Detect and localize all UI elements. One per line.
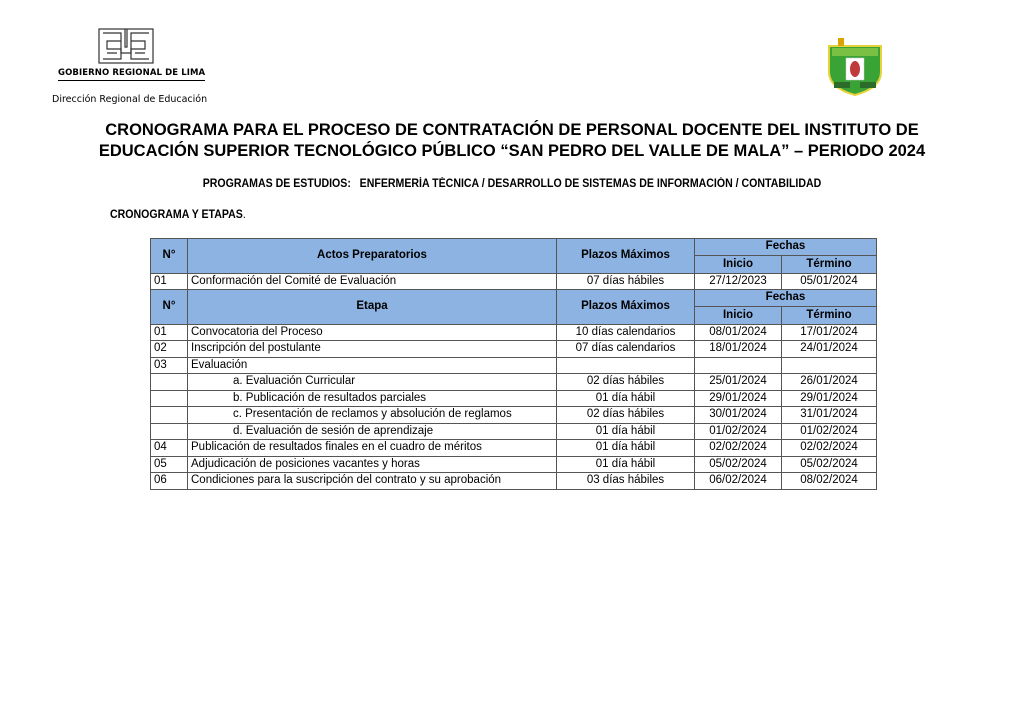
row-plazo <box>557 357 695 374</box>
col-termino: Término <box>782 255 877 273</box>
table-row <box>151 273 877 290</box>
table-row <box>151 374 877 391</box>
col-fechas: Fechas <box>695 290 877 307</box>
row-plazo: 10 días calendarios <box>557 324 695 341</box>
col-etapa: Etapa <box>188 290 557 325</box>
row-inicio: 25/01/2024 <box>695 374 782 391</box>
col-n: N° <box>151 290 188 325</box>
row-termino: 17/01/2024 <box>782 324 877 341</box>
row-stage: Convocatoria del Proceso <box>188 324 557 341</box>
row-inicio: 02/02/2024 <box>695 440 782 457</box>
row-stage: a. Evaluación Curricular <box>188 374 557 391</box>
row-inicio: 27/12/2023 <box>695 273 782 290</box>
table2-header-row <box>151 290 877 307</box>
table-row <box>151 456 877 473</box>
section-heading <box>110 209 246 221</box>
row-termino: 26/01/2024 <box>782 374 877 391</box>
row-plazo: 07 días calendarios <box>557 341 695 358</box>
col-n: N° <box>151 239 188 274</box>
row-stage: b. Publicación de resultados parciales <box>188 390 557 407</box>
row-inicio <box>695 357 782 374</box>
row-inicio: 18/01/2024 <box>695 341 782 358</box>
schedule-table <box>150 238 877 490</box>
title-line-2: EDUCACIÓN SUPERIOR TECNOLÓGICO PÚBLICO “SAN PEDRO DEL VALLE DE MALA” – PERIODO 2024 <box>98 142 926 160</box>
row-number: 06 <box>151 473 188 490</box>
row-plazo: 01 día hábil <box>557 440 695 457</box>
row-number <box>151 390 188 407</box>
row-plazo: 03 días hábiles <box>557 473 695 490</box>
row-number: 02 <box>151 341 188 358</box>
row-inicio: 01/02/2024 <box>695 423 782 440</box>
row-number: 01 <box>151 273 188 290</box>
row-plazo: 07 días hábiles <box>557 273 695 290</box>
table-row <box>151 423 877 440</box>
row-number: 05 <box>151 456 188 473</box>
section-period: . <box>242 209 246 221</box>
row-plazo: 01 día hábil <box>557 390 695 407</box>
gobierno-regional-logo <box>97 27 155 65</box>
row-number: 04 <box>151 440 188 457</box>
table-row <box>151 473 877 490</box>
row-inicio: 29/01/2024 <box>695 390 782 407</box>
row-stage: d. Evaluación de sesión de aprendizaje <box>188 423 557 440</box>
row-inicio: 06/02/2024 <box>695 473 782 490</box>
row-termino: 24/01/2024 <box>782 341 877 358</box>
title-line-1: CRONOGRAMA PARA EL PROCESO DE CONTRATACIÓN DE PERSONAL DOCENTE DEL INSTITUTO DE <box>105 121 919 139</box>
table-row <box>151 390 877 407</box>
table-row <box>151 357 877 374</box>
org-name: GOBIERNO REGIONAL DE LIMA <box>58 68 205 81</box>
row-termino: 31/01/2024 <box>782 407 877 424</box>
row-termino: 29/01/2024 <box>782 390 877 407</box>
row-termino: 02/02/2024 <box>782 440 877 457</box>
document-title <box>40 120 984 162</box>
row-inicio: 30/01/2024 <box>695 407 782 424</box>
col-inicio: Inicio <box>695 255 782 273</box>
row-stage: Condiciones para la suscripción del contrato y su aprobación <box>188 473 557 490</box>
row-termino: 05/01/2024 <box>782 273 877 290</box>
row-plazo: 02 días hábiles <box>557 374 695 391</box>
row-termino: 05/02/2024 <box>782 456 877 473</box>
directorate-name: Dirección Regional de Educación <box>52 94 208 105</box>
row-inicio: 05/02/2024 <box>695 456 782 473</box>
col-acts: Actos Preparatorios <box>188 239 557 274</box>
row-stage: Adjudicación de posiciones vacantes y horas <box>188 456 557 473</box>
study-programs: PROGRAMAS DE ESTUDIOS: ENFERMERÍA TÉCNICA / DESARROLLO DE SISTEMAS DE INFORMACIÓN / CONTABILIDAD <box>202 178 822 190</box>
row-number <box>151 407 188 424</box>
row-act: Conformación del Comité de Evaluación <box>188 273 557 290</box>
col-termino: Término <box>782 306 877 324</box>
row-termino: 08/02/2024 <box>782 473 877 490</box>
row-stage: c. Presentación de reclamos y absolución de reglamos <box>188 407 557 424</box>
row-stage: Publicación de resultados finales en el cuadro de méritos <box>188 440 557 457</box>
table1-header-row <box>151 239 877 256</box>
row-stage: Evaluación <box>188 357 557 374</box>
table-row <box>151 324 877 341</box>
institute-emblem <box>826 36 884 96</box>
stage-rows <box>151 324 877 489</box>
section-title: CRONOGRAMA Y ETAPAS <box>110 209 243 221</box>
row-stage: Inscripción del postulante <box>188 341 557 358</box>
table-row <box>151 407 877 424</box>
row-termino <box>782 357 877 374</box>
row-number: 01 <box>151 324 188 341</box>
table-row <box>151 341 877 358</box>
col-plazos: Plazos Máximos <box>557 239 695 274</box>
row-number <box>151 423 188 440</box>
row-number: 03 <box>151 357 188 374</box>
col-inicio: Inicio <box>695 306 782 324</box>
row-termino: 01/02/2024 <box>782 423 877 440</box>
row-number <box>151 374 188 391</box>
col-fechas: Fechas <box>695 239 877 256</box>
row-inicio: 08/01/2024 <box>695 324 782 341</box>
table-row <box>151 440 877 457</box>
row-plazo: 01 día hábil <box>557 423 695 440</box>
row-plazo: 01 día hábil <box>557 456 695 473</box>
col-plazos: Plazos Máximos <box>557 290 695 325</box>
row-plazo: 02 días hábiles <box>557 407 695 424</box>
